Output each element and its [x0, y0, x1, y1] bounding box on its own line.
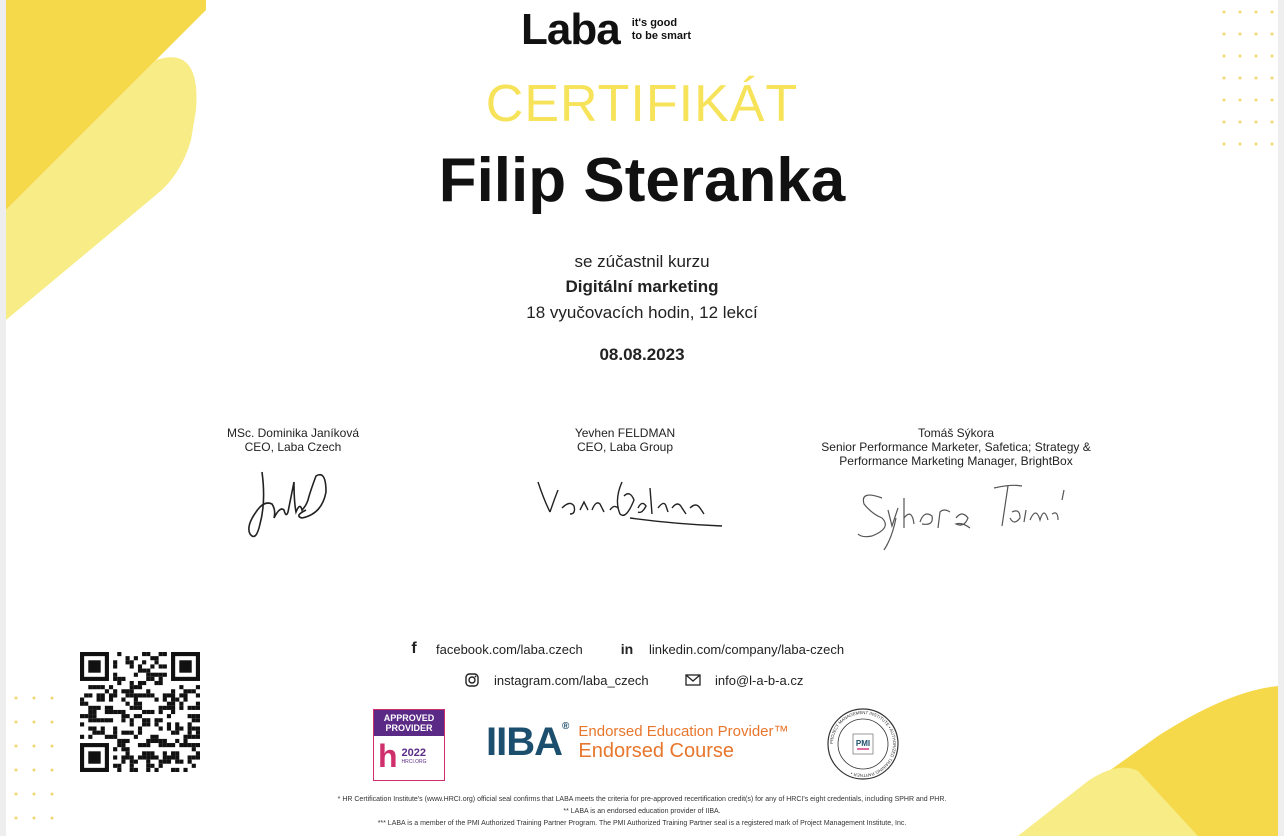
instagram-contact[interactable] [464, 672, 649, 688]
signer-feldman [525, 426, 725, 454]
signer-name: Tomáš Sýkora [917, 426, 995, 440]
logo-tagline-line1: it's good [631, 17, 678, 29]
certificate-date: 08.08.2023 [599, 345, 685, 364]
hrci-logo-letter: h [378, 738, 398, 774]
course-hours: 18 vyučovacích hodin, 12 lekcí [526, 303, 758, 322]
linkedin-link[interactable]: linkedin.com/company/laba-czech [649, 641, 845, 657]
iiba-provider-text: Endorsed Education Provider™ [578, 722, 789, 740]
signer-sykora [766, 426, 1146, 468]
facebook-link[interactable]: facebook.com/laba.czech [436, 641, 583, 657]
hrci-badge-org: HRCI.ORG [401, 759, 427, 765]
certificate-sheet [6, 0, 1278, 836]
signature-sykora [852, 478, 1072, 556]
facebook-icon: f [411, 640, 417, 657]
logo-wordmark: Laba [521, 5, 620, 54]
linkedin-contact[interactable] [619, 641, 844, 657]
envelope-icon [685, 672, 701, 688]
signature-feldman [534, 470, 724, 534]
iiba-endorsed-badge [486, 722, 789, 762]
signer-name: MSc. Dominika Janíková [226, 426, 360, 440]
footnote-iiba: ** LABA is an endorsed education provider of IIBA. [563, 808, 721, 815]
course-name: Digitální marketing [565, 277, 719, 296]
footnote-hrci: * HR Certification Institute's (www.HRCI.org) official seal confirms that LABA meets the criteria for pre-approved recertification credit(s) for any of HRCI's eight credentials, including SPHR and PHR. [337, 796, 947, 803]
signer-role-line2: Performance Marketing Manager, BrightBox [839, 454, 1073, 468]
qr-code [80, 652, 200, 772]
instagram-icon [464, 672, 480, 688]
hrci-approved-provider-badge [373, 709, 445, 781]
pmi-seal-center-text: PMI [855, 739, 871, 748]
logo-tagline [632, 17, 691, 43]
linkedin-icon: in [620, 641, 634, 657]
signer-role: CEO, Laba Czech [244, 440, 342, 454]
email-contact[interactable] [685, 672, 803, 688]
signer-role-line1: Senior Performance Marketer, Safetica; Strategy & [821, 440, 1091, 454]
iiba-logo: IIBA® [486, 720, 569, 764]
hrci-badge-header: APPROVED PROVIDER [374, 710, 444, 736]
signature-janikova [242, 462, 332, 550]
signer-janikova [193, 426, 393, 454]
instagram-link[interactable]: instagram.com/laba_czech [494, 672, 649, 688]
hrci-badge-year: 2022 [401, 747, 427, 759]
pmi-authorized-training-partner-seal [826, 707, 900, 781]
laba-logo [521, 5, 691, 54]
iiba-wordmark: IIBA [486, 720, 562, 764]
iiba-course-text: Endorsed Course [578, 739, 735, 762]
recipient-name: Filip Steranka [438, 146, 846, 215]
facebook-contact[interactable] [406, 641, 583, 657]
signer-role: CEO, Laba Group [576, 440, 674, 454]
footnote-pmi: *** LABA is a member of the PMI Authorized Training Partner Program. The PMI Authorized Training Partner seal is a registered mark of Project Management Institute, Inc. [377, 820, 907, 827]
logo-tagline-line2: to be smart [631, 30, 691, 42]
email-link[interactable]: info@l-a-b-a.cz [715, 672, 804, 688]
participation-text: se zúčastnil kurzu [574, 252, 710, 271]
pmi-seal-ring-text: PROJECT MANAGEMENT INSTITUTE • AUTHORIZED TRAINING PARTNER • [828, 709, 898, 779]
certificate-title: CERTIFIKÁT [485, 75, 799, 133]
signer-name: Yevhen FELDMAN [574, 426, 676, 440]
